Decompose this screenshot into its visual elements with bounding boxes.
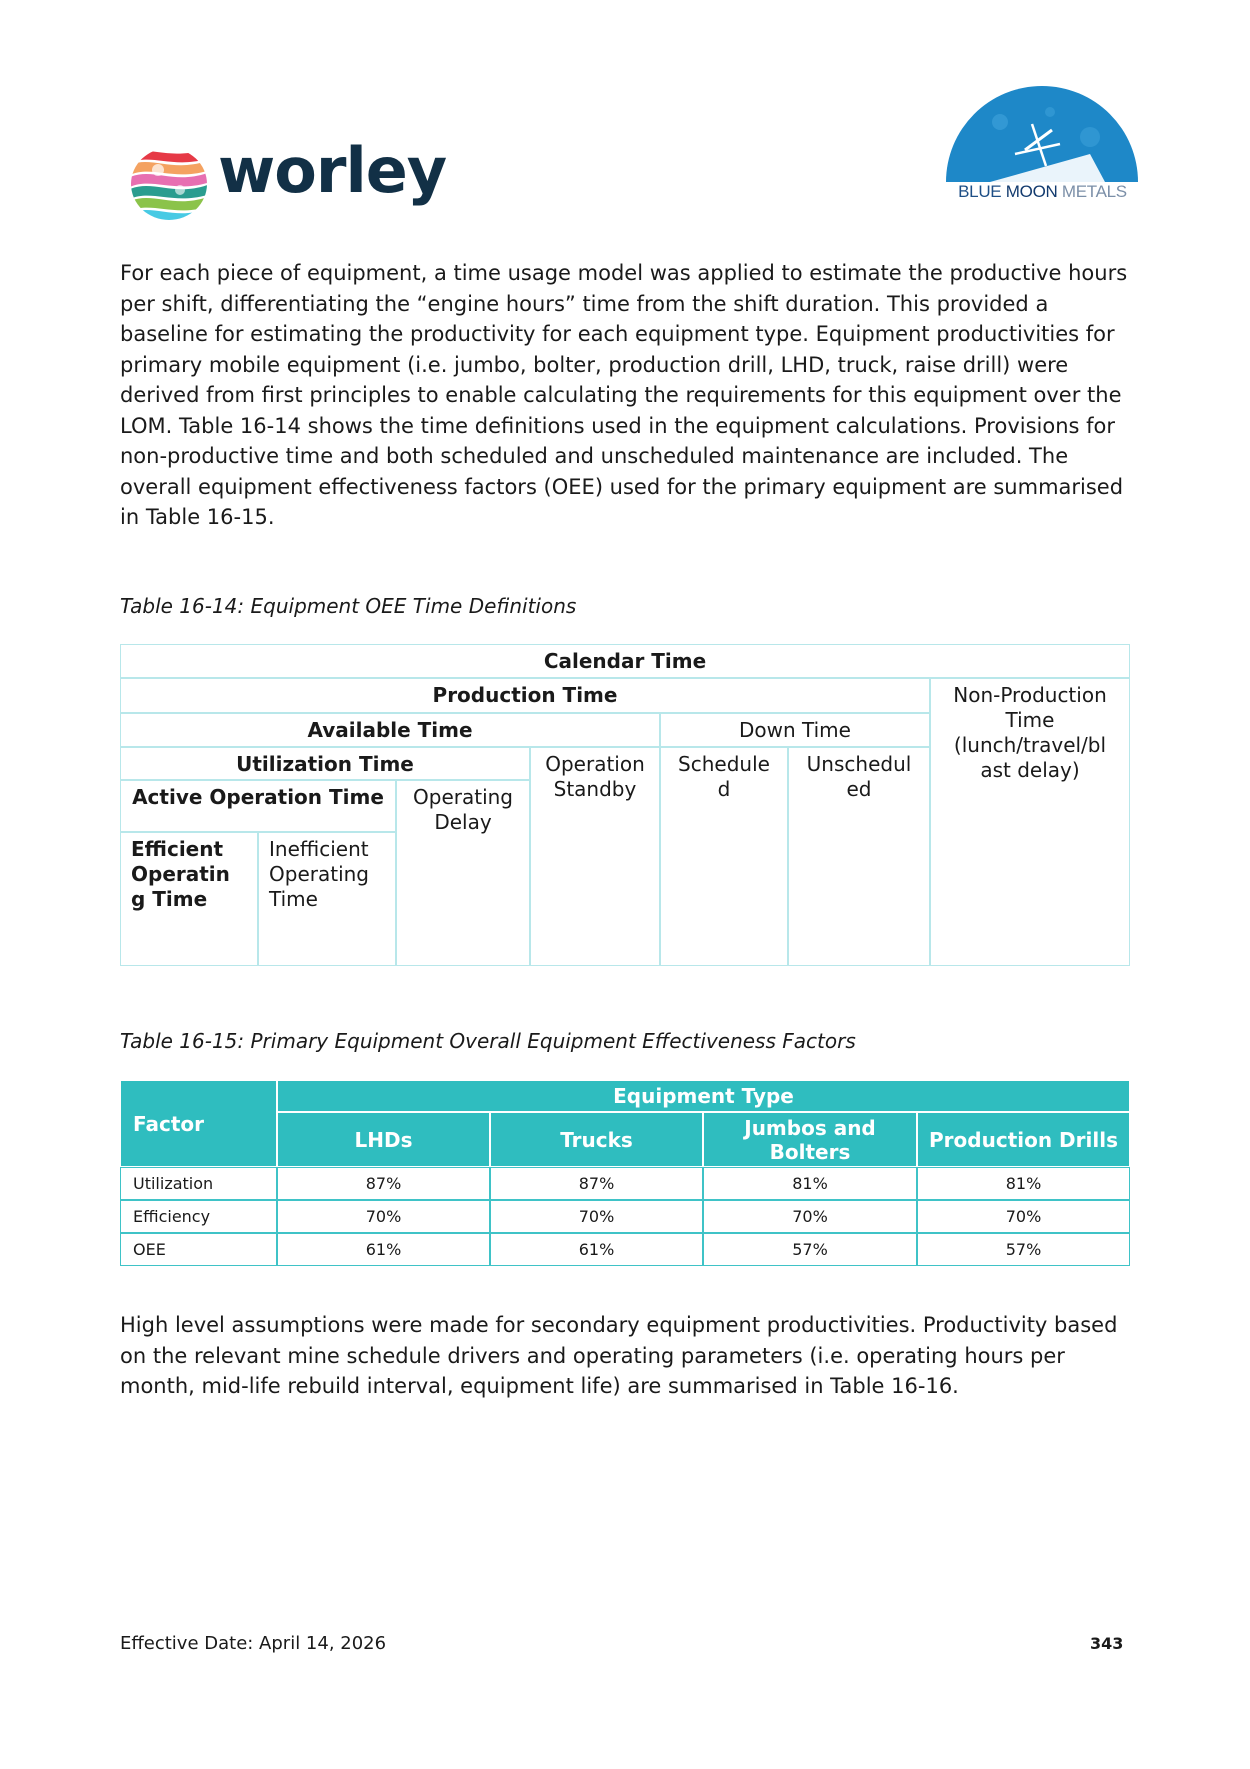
worley-wordmark: worley (218, 134, 447, 207)
table-cell: 57% (703, 1233, 917, 1266)
row-label-utilization: Utilization (120, 1167, 277, 1200)
bmm-word-blue: BLUE (958, 182, 1006, 201)
closing-paragraph: High level assumptions were made for secondary equipment productivities. Productivity based on the relevant mine schedule drivers and operating parameters (i.e. operating hours per month, mid-life rebuild interval, equipment life) are summarised in Table 16-16. (120, 1313, 1118, 1398)
table-cell: 57% (917, 1233, 1130, 1266)
table-16-15-caption: Table 16-15: Primary Equipment Overall Equipment Effectiveness Factors (120, 1029, 856, 1053)
row-label-oee: OEE (120, 1233, 277, 1266)
equipment-type-header: Equipment Type (277, 1080, 1130, 1112)
oee-time-definitions-table (120, 644, 1130, 966)
row-label-efficiency: Efficiency (120, 1200, 277, 1233)
table-cell: 70% (703, 1200, 917, 1233)
worley-logo (128, 134, 468, 230)
utilization-time-cell: Utilization Time (120, 747, 530, 780)
efficient-operating-time-cell: Efficient Operatin g Time (120, 832, 258, 966)
effective-date: Effective Date: April 14, 2026 (120, 1633, 387, 1654)
worley-globe-icon (128, 140, 210, 224)
page-header (0, 0, 1250, 250)
inefficient-operating-time-cell: Inefficient Operating Time (258, 832, 396, 966)
scheduled-cell: Schedule d (660, 747, 788, 966)
production-time-cell: Production Time (120, 678, 930, 713)
table-cell: 61% (490, 1233, 703, 1266)
non-production-time-cell: Non-Production Time (lunch/travel/bl ast delay) (930, 678, 1130, 966)
bmm-word-metals: METALS (1057, 182, 1127, 201)
operating-delay-cell: Operating Delay (396, 780, 530, 966)
bmm-word-moon: MOON (1005, 182, 1058, 201)
column-header-production-drills: Production Drills (917, 1112, 1130, 1167)
column-header-lhds: LHDs (277, 1112, 490, 1167)
table-16-14-caption: Table 16-14: Equipment OEE Time Definitions (120, 594, 577, 618)
column-header-jumbos-bolters: Jumbos and Bolters (703, 1112, 917, 1167)
active-operation-time-cell: Active Operation Time (120, 780, 396, 832)
calendar-time-cell: Calendar Time (120, 644, 1130, 678)
table-cell: 70% (917, 1200, 1130, 1233)
intro-paragraph: For each piece of equipment, a time usage model was applied to estimate the productive hours per shift, differentiating the “engine hours” time from the shift duration. This provided a baseline for estimating the productivity for each equipment type. Equipment productivities for primary mobile equipment (i.e. jumbo, bolter, production drill, LHD, truck, raise drill) were derived from first principles to enable calculating the requirements for this equipment over the LOM. Table 16-14 shows the time definitions used in the equipment calculations. Provisions for non-productive time and both scheduled and unscheduled maintenance are included. The overall equipment effectiveness factors (OEE) used for the primary equipment are summarised in Table 16-15. (120, 261, 1128, 529)
down-time-cell: Down Time (660, 713, 930, 747)
blue-moon-metals-logo (940, 82, 1145, 207)
table-cell: 81% (703, 1167, 917, 1200)
table-cell: 81% (917, 1167, 1130, 1200)
available-time-cell: Available Time (120, 713, 660, 747)
table-cell: 87% (277, 1167, 490, 1200)
oee-factors-table (120, 1080, 1130, 1266)
unscheduled-cell: Unschedul ed (788, 747, 930, 966)
table-cell: 70% (490, 1200, 703, 1233)
table-cell: 61% (277, 1233, 490, 1266)
moon-sailboat-icon (940, 82, 1145, 182)
operation-standby-cell: Operation Standby (530, 747, 660, 966)
table-cell: 70% (277, 1200, 490, 1233)
blue-moon-metals-wordmark (940, 182, 1145, 202)
factor-header: Factor (120, 1080, 277, 1167)
column-header-trucks: Trucks (490, 1112, 703, 1167)
table-cell: 87% (490, 1167, 703, 1200)
page-number: 343 (1090, 1634, 1124, 1653)
